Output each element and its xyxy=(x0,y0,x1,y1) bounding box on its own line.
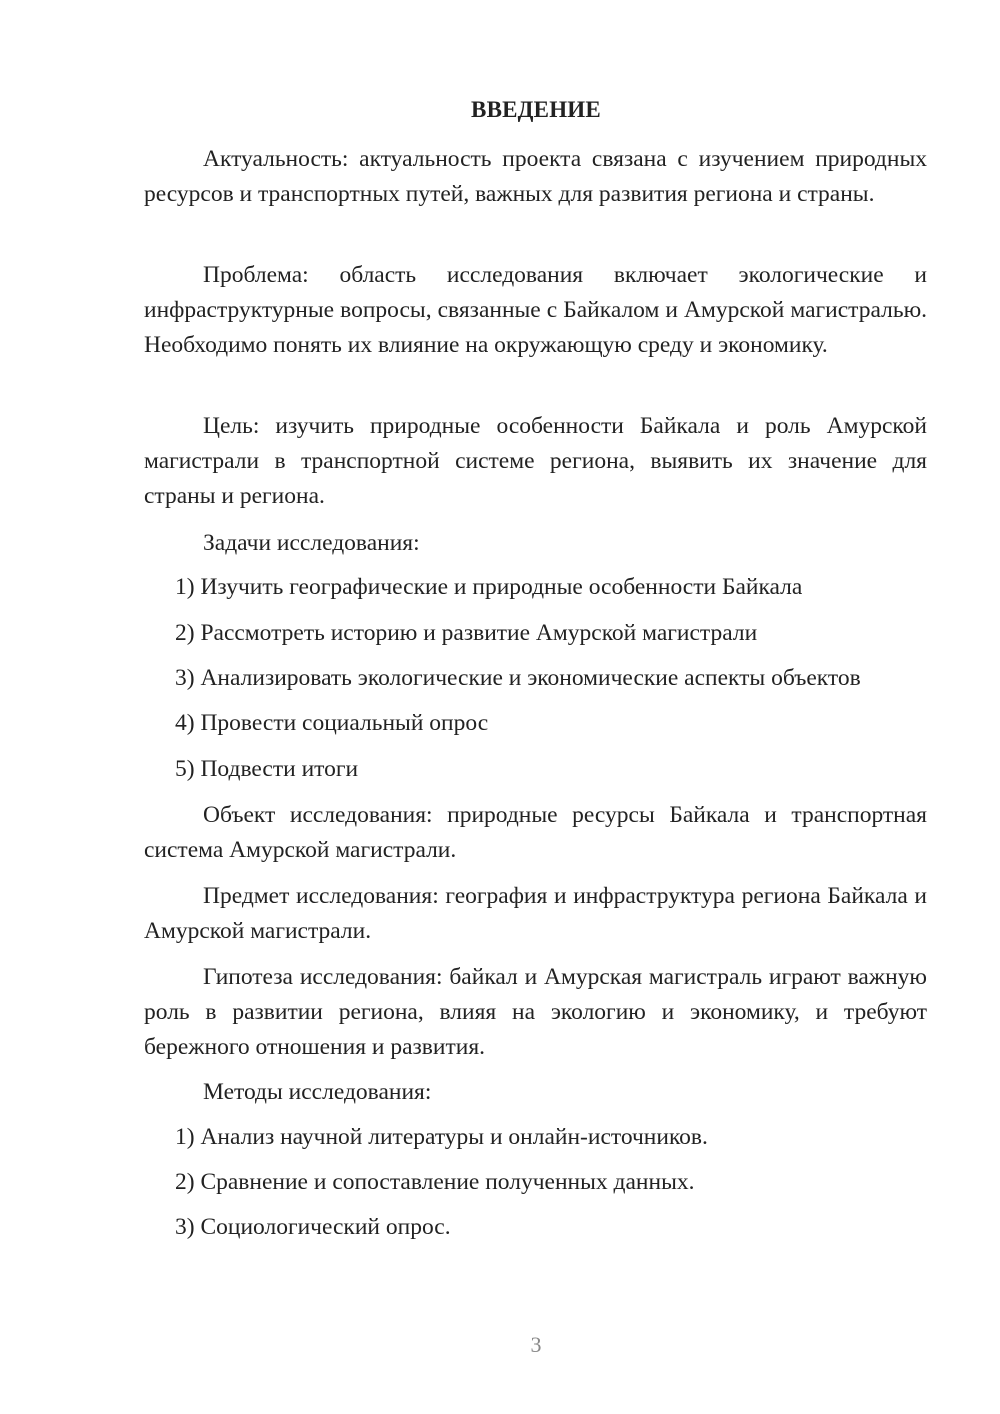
subject-paragraph: Предмет исследования: география и инфраструктура региона Байкала и Амурской магистрали. xyxy=(144,883,927,944)
task-item: 2) Рассмотреть историю и развитие Амурской магистрали xyxy=(175,620,758,646)
hypothesis-paragraph: Гипотеза исследования: байкал и Амурская магистраль играют важную роль в развитии региона, влияя на экологию и экономику, и требуют бережного отношения и развития. xyxy=(144,964,927,1060)
tasks-heading: Задачи исследования: xyxy=(203,530,420,556)
task-item: 1) Изучить географические и природные особенности Байкала xyxy=(175,574,803,600)
page-number: 3 xyxy=(530,1332,542,1357)
method-item: 3) Социологический опрос. xyxy=(175,1214,451,1240)
object-paragraph: Объект исследования: природные ресурсы Байкала и транспортная система Амурской магистрали. xyxy=(144,802,927,863)
relevance-paragraph: Актуальность: актуальность проекта связана с изучением природных ресурсов и транспортных путей, важных для развития региона и страны. xyxy=(144,146,927,207)
goal-paragraph: Цель: изучить природные особенности Байкала и роль Амурской магистрали в транспортной системе региона, выявить их значение для страны и региона. xyxy=(144,413,927,509)
problem-paragraph: Проблема: область исследования включает экологические и инфраструктурные вопросы, связанные с Байкалом и Амурской магистралью. Необходимо понять их влияние на окружающую среду и экономику. xyxy=(144,262,927,358)
task-item: 4) Провести социальный опрос xyxy=(175,710,489,736)
method-item: 1) Анализ научной литературы и онлайн-источников. xyxy=(175,1124,708,1150)
task-item: 5) Подвести итоги xyxy=(175,756,359,782)
method-item: 2) Сравнение и сопоставление полученных данных. xyxy=(175,1169,695,1195)
methods-heading: Методы исследования: xyxy=(203,1079,432,1105)
task-item: 3) Анализировать экологические и экономические аспекты объектов xyxy=(175,665,861,691)
section-heading: ВВЕДЕНИЕ xyxy=(471,97,601,122)
